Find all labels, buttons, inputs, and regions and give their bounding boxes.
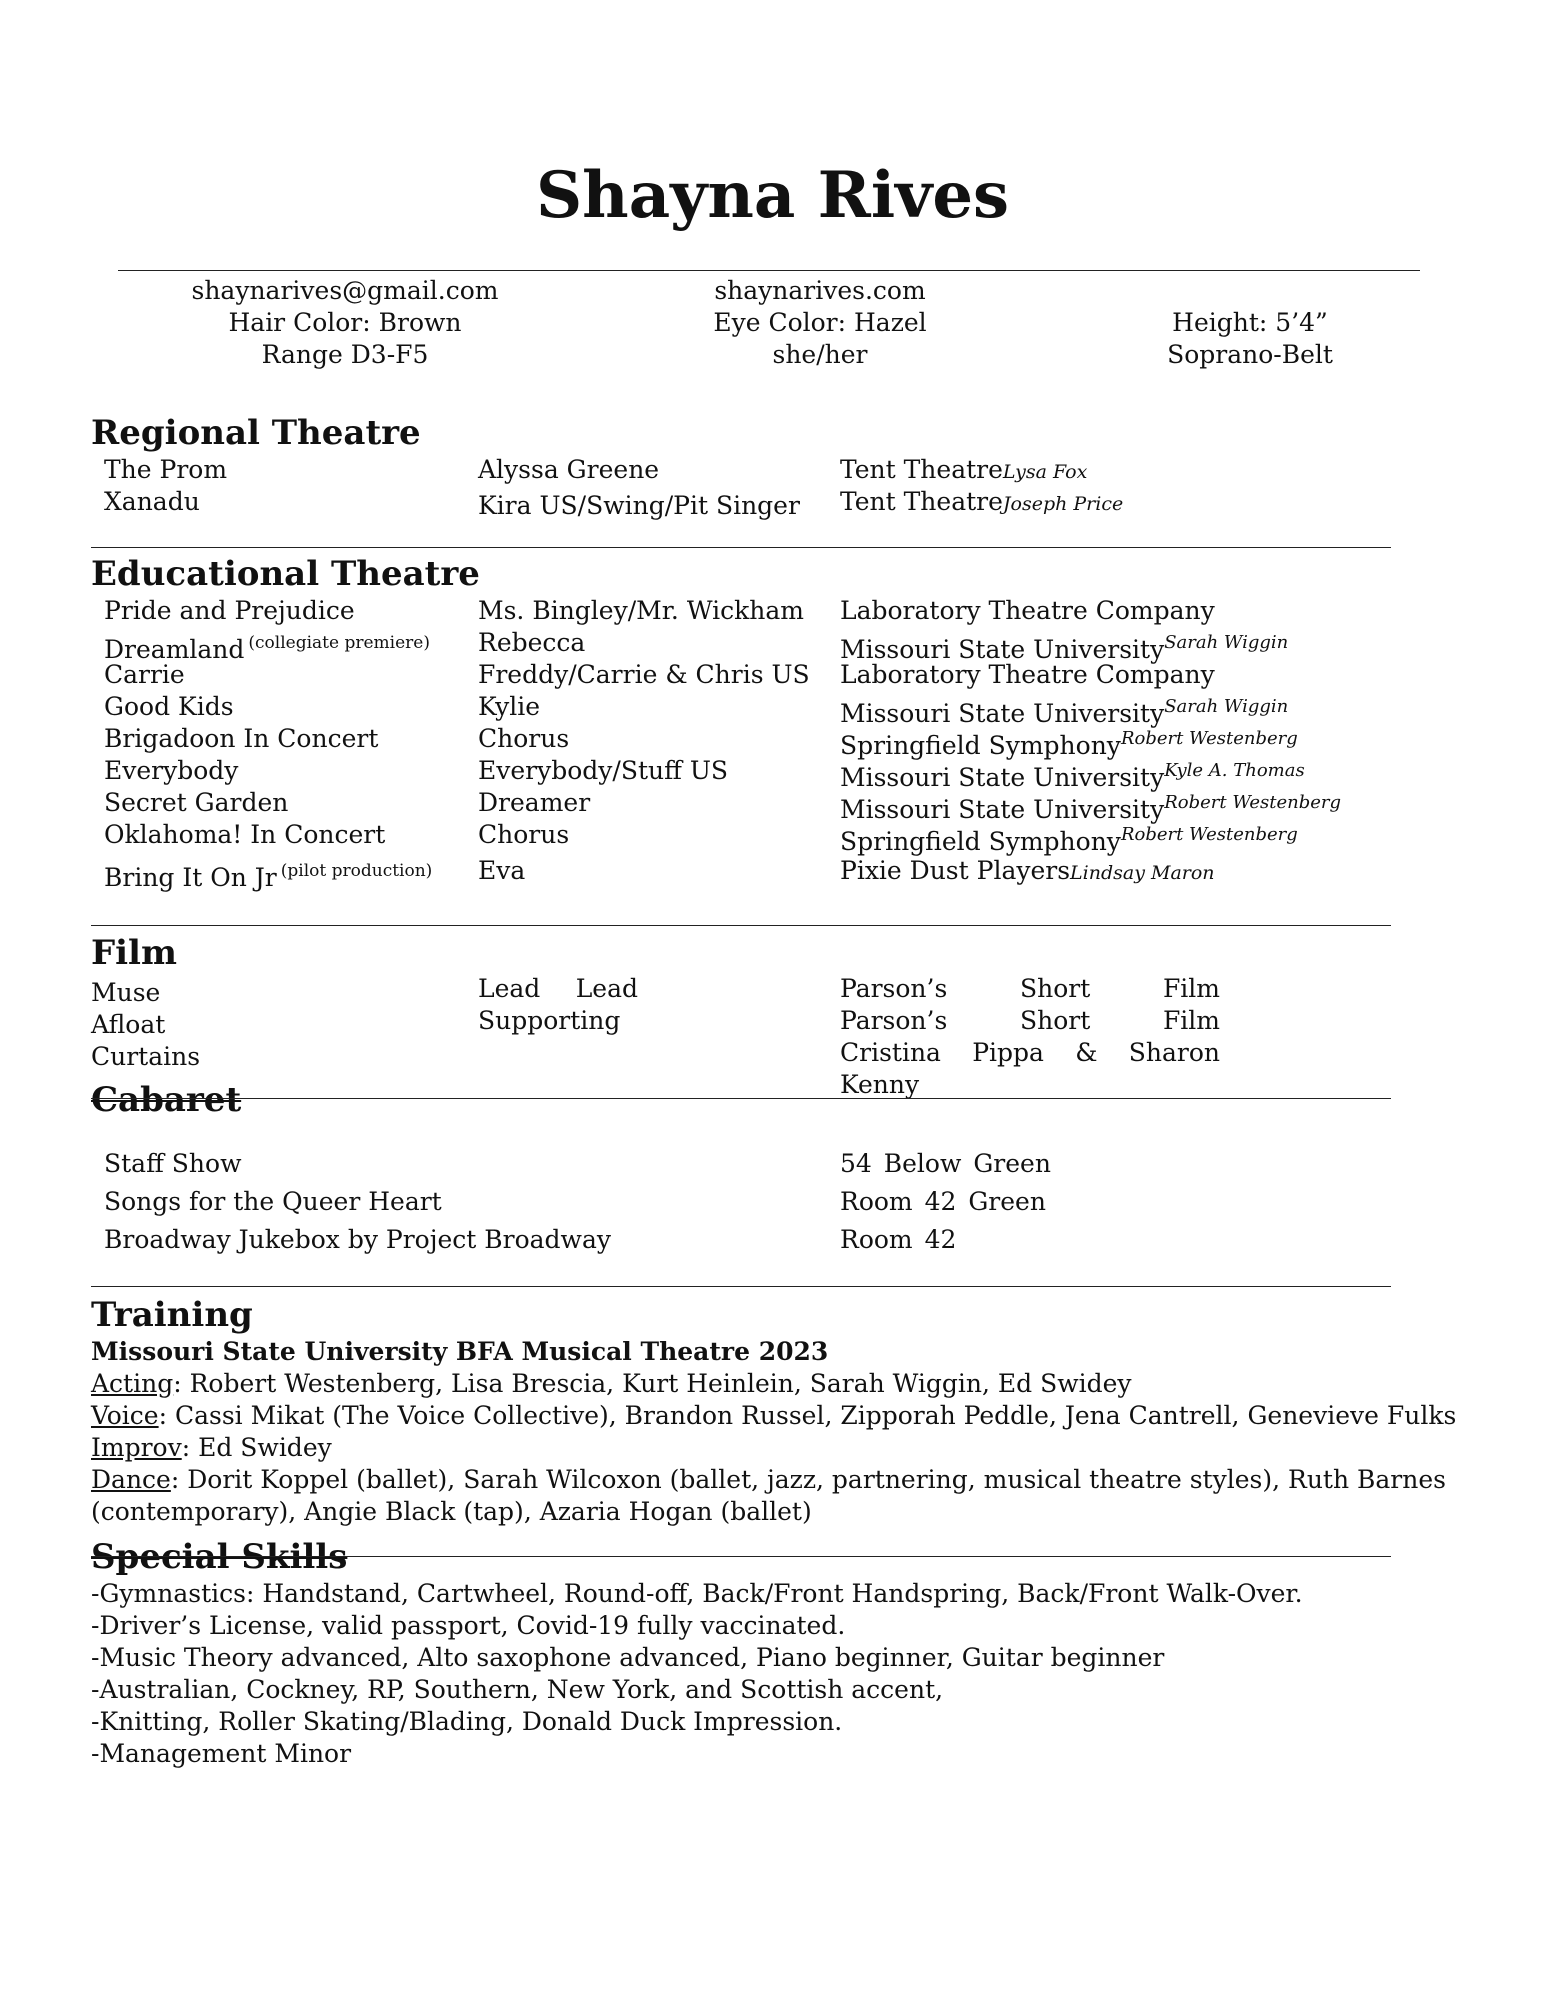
training-text: : Dorit Koppel (ballet), Sarah Wilcoxon (ballet, jazz, partnering, musical theatre styles), Ruth Barnes (contemporary), Angie Black (tap), Azaria Hogan (ballet) bbox=[91, 1465, 1446, 1526]
film-title: Muse bbox=[91, 978, 161, 1007]
training-text: : Robert Westenberg, Lisa Brescia, Kurt Heinlein, Sarah Wiggin, Ed Swidey bbox=[173, 1369, 1132, 1398]
pronouns: she/her bbox=[772, 340, 868, 369]
film-roles: Lead Lead Supporting bbox=[478, 974, 638, 1035]
contact-column-3 bbox=[1130, 307, 1370, 371]
director: Kyle A. Thomas bbox=[1164, 760, 1305, 781]
educational-show bbox=[104, 595, 432, 627]
training-label: Improv bbox=[91, 1433, 182, 1462]
regional-show: The Prom bbox=[104, 455, 228, 484]
section-divider bbox=[91, 1556, 1391, 1557]
regional-role: Alyssa Greene bbox=[478, 455, 660, 484]
training-block bbox=[91, 1336, 1471, 1528]
regional-credit bbox=[840, 486, 1123, 518]
educational-show bbox=[104, 691, 432, 723]
educational-role: Ms. Bingley/Mr. Wickham bbox=[478, 596, 804, 625]
film-titles bbox=[91, 977, 200, 1073]
cabaret-venue: 54 Below Green bbox=[840, 1149, 1051, 1178]
section-title-training: Training bbox=[91, 1295, 253, 1335]
director: Robert Westenberg bbox=[1164, 792, 1342, 813]
section-divider bbox=[91, 547, 1391, 548]
eye-color: Eye Color: Hazel bbox=[713, 308, 927, 337]
educational-role: Dreamer bbox=[478, 788, 591, 817]
educational-show bbox=[104, 627, 432, 664]
educational-role: Freddy/Carrie & Chris US bbox=[478, 660, 810, 689]
educational-credit bbox=[840, 855, 1341, 887]
skill-item: -Music Theory advanced, Alto saxophone advanced, Piano beginner, Guitar beginner bbox=[91, 1643, 1165, 1672]
educational-credit bbox=[840, 659, 1341, 691]
film-title: Afloat bbox=[91, 1010, 166, 1039]
training-item bbox=[91, 1432, 1471, 1464]
educational-show bbox=[104, 755, 432, 787]
director: Robert Westenberg bbox=[1120, 728, 1298, 749]
director: Joseph Price bbox=[1002, 493, 1124, 515]
cabaret-show: Broadway Jukebox by Project Broadway bbox=[104, 1225, 611, 1254]
skill-item: -Driver’s License, valid passport, Covid-19 fully vaccinated. bbox=[91, 1611, 846, 1640]
cabaret-venue: Room 42 bbox=[840, 1225, 957, 1254]
cabaret-shows bbox=[104, 1145, 611, 1259]
show-title: Pride and Prejudice bbox=[104, 596, 355, 625]
show-title: Everybody bbox=[104, 756, 239, 785]
section-divider bbox=[91, 925, 1391, 926]
educational-shows bbox=[104, 595, 433, 892]
skill-item: -Gymnastics: Handstand, Cartwheel, Round-off, Back/Front Handspring, Back/Front Walk-Over. bbox=[91, 1579, 1303, 1608]
training-text: : Cassi Mikat (The Voice Collective), Brandon Russel, Zipporah Peddle, Jena Cantrell, Genevieve Fulks bbox=[158, 1401, 1457, 1430]
educational-show bbox=[104, 819, 432, 855]
company: Laboratory Theatre Company bbox=[840, 596, 1215, 625]
company: Laboratory Theatre Company bbox=[840, 660, 1215, 689]
show-title: Secret Garden bbox=[104, 788, 289, 817]
educational-role: Rebecca bbox=[478, 628, 586, 657]
educational-credit bbox=[840, 627, 1341, 664]
company: Missouri State University bbox=[840, 635, 1165, 664]
training-label: Dance bbox=[91, 1465, 171, 1494]
cabaret-show: Staff Show bbox=[104, 1149, 242, 1178]
educational-role: Everybody/Stuff US bbox=[478, 756, 729, 785]
header-divider bbox=[118, 270, 1420, 271]
section-title-cabaret: Cabaret bbox=[91, 1080, 242, 1120]
skill-item: -Australian, Cockney, RP, Southern, New York, and Scottish accent, bbox=[91, 1675, 944, 1704]
educational-credit bbox=[840, 787, 1342, 824]
company: Missouri State University bbox=[840, 699, 1165, 728]
educational-credit bbox=[840, 723, 1341, 760]
voice-type: Soprano-Belt bbox=[1167, 340, 1333, 369]
email: shaynarives@gmail.com bbox=[191, 276, 499, 305]
educational-show bbox=[104, 787, 432, 819]
show-title: Bring It On Jr bbox=[104, 863, 277, 892]
skill-item: -Knitting, Roller Skating/Blading, Donald Duck Impression. bbox=[91, 1707, 843, 1736]
show-note: (collegiate premiere) bbox=[248, 633, 430, 653]
training-school: Missouri State University BFA Musical Theatre 2023 bbox=[91, 1337, 829, 1366]
director: Sarah Wiggin bbox=[1164, 632, 1289, 653]
regional-roles bbox=[478, 454, 800, 522]
company: Missouri State University bbox=[840, 795, 1165, 824]
section-divider bbox=[91, 1098, 1391, 1099]
training-item bbox=[91, 1464, 1471, 1528]
website: shaynarives.com bbox=[714, 276, 926, 305]
show-title: Brigadoon In Concert bbox=[104, 724, 379, 753]
section-divider bbox=[91, 1286, 1391, 1287]
company: Tent Theatre bbox=[840, 487, 1003, 516]
training-label: Acting bbox=[91, 1369, 174, 1398]
show-note: (pilot production) bbox=[280, 861, 433, 881]
training-item bbox=[91, 1400, 1471, 1432]
company: Pixie Dust Players bbox=[840, 856, 1071, 885]
educational-credit bbox=[840, 691, 1341, 728]
training-text: : Ed Swidey bbox=[181, 1433, 332, 1462]
company: Missouri State University bbox=[840, 763, 1165, 792]
cabaret-venues bbox=[840, 1145, 1051, 1259]
section-title-regional: Regional Theatre bbox=[91, 413, 421, 453]
skills-list bbox=[91, 1578, 1303, 1770]
show-title: Good Kids bbox=[104, 692, 234, 721]
cabaret-venue: Room 42 Green bbox=[840, 1187, 1046, 1216]
educational-role: Chorus bbox=[478, 724, 570, 753]
vocal-range: Range D3-F5 bbox=[261, 340, 429, 369]
section-title-skills: Special Skills bbox=[91, 1537, 348, 1577]
director: Lysa Fox bbox=[1002, 461, 1088, 483]
training-item bbox=[91, 1368, 1471, 1400]
skill-item: -Management Minor bbox=[91, 1739, 352, 1768]
director: Lindsay Maron bbox=[1070, 862, 1215, 884]
resume-name: Shayna Rives bbox=[535, 158, 1010, 233]
film-credits: Parson’s Short Film Parson’s Short Film Cristina Pippa & Sharon Kenny bbox=[840, 974, 1220, 1099]
company: Tent Theatre bbox=[840, 455, 1003, 484]
contact-column-1 bbox=[150, 275, 540, 371]
director: Sarah Wiggin bbox=[1164, 696, 1289, 717]
educational-credit bbox=[840, 755, 1341, 792]
company: Springfield Symphony bbox=[840, 827, 1121, 856]
regional-companies bbox=[840, 454, 1123, 518]
show-title: Dreamland bbox=[104, 635, 245, 664]
regional-credit bbox=[840, 454, 1123, 486]
educational-show bbox=[104, 659, 432, 691]
section-title-film: Film bbox=[91, 933, 177, 973]
show-title: Carrie bbox=[104, 660, 185, 689]
height: Height: 5’4” bbox=[1172, 308, 1328, 337]
educational-credit bbox=[840, 595, 1341, 627]
regional-shows bbox=[104, 454, 227, 518]
film-title: Curtains bbox=[91, 1042, 201, 1071]
company: Springfield Symphony bbox=[840, 731, 1121, 760]
educational-credit bbox=[840, 819, 1341, 855]
show-title: Oklahoma! In Concert bbox=[104, 820, 386, 849]
educational-role: Eva bbox=[478, 856, 526, 885]
section-title-educational: Educational Theatre bbox=[91, 554, 480, 594]
regional-role: Kira US/Swing/Pit Singer bbox=[478, 491, 800, 520]
educational-role: Kylie bbox=[478, 692, 540, 721]
educational-companies bbox=[840, 595, 1341, 887]
educational-show bbox=[104, 855, 433, 892]
cabaret-show: Songs for the Queer Heart bbox=[104, 1187, 442, 1216]
hair-color: Hair Color: Brown bbox=[228, 308, 462, 337]
director: Robert Westenberg bbox=[1120, 824, 1298, 845]
educational-roles bbox=[478, 595, 810, 887]
contact-column-2 bbox=[620, 275, 1020, 371]
educational-show bbox=[104, 723, 432, 755]
training-label: Voice bbox=[91, 1401, 159, 1430]
regional-show: Xanadu bbox=[104, 487, 200, 516]
educational-role: Chorus bbox=[478, 820, 570, 849]
